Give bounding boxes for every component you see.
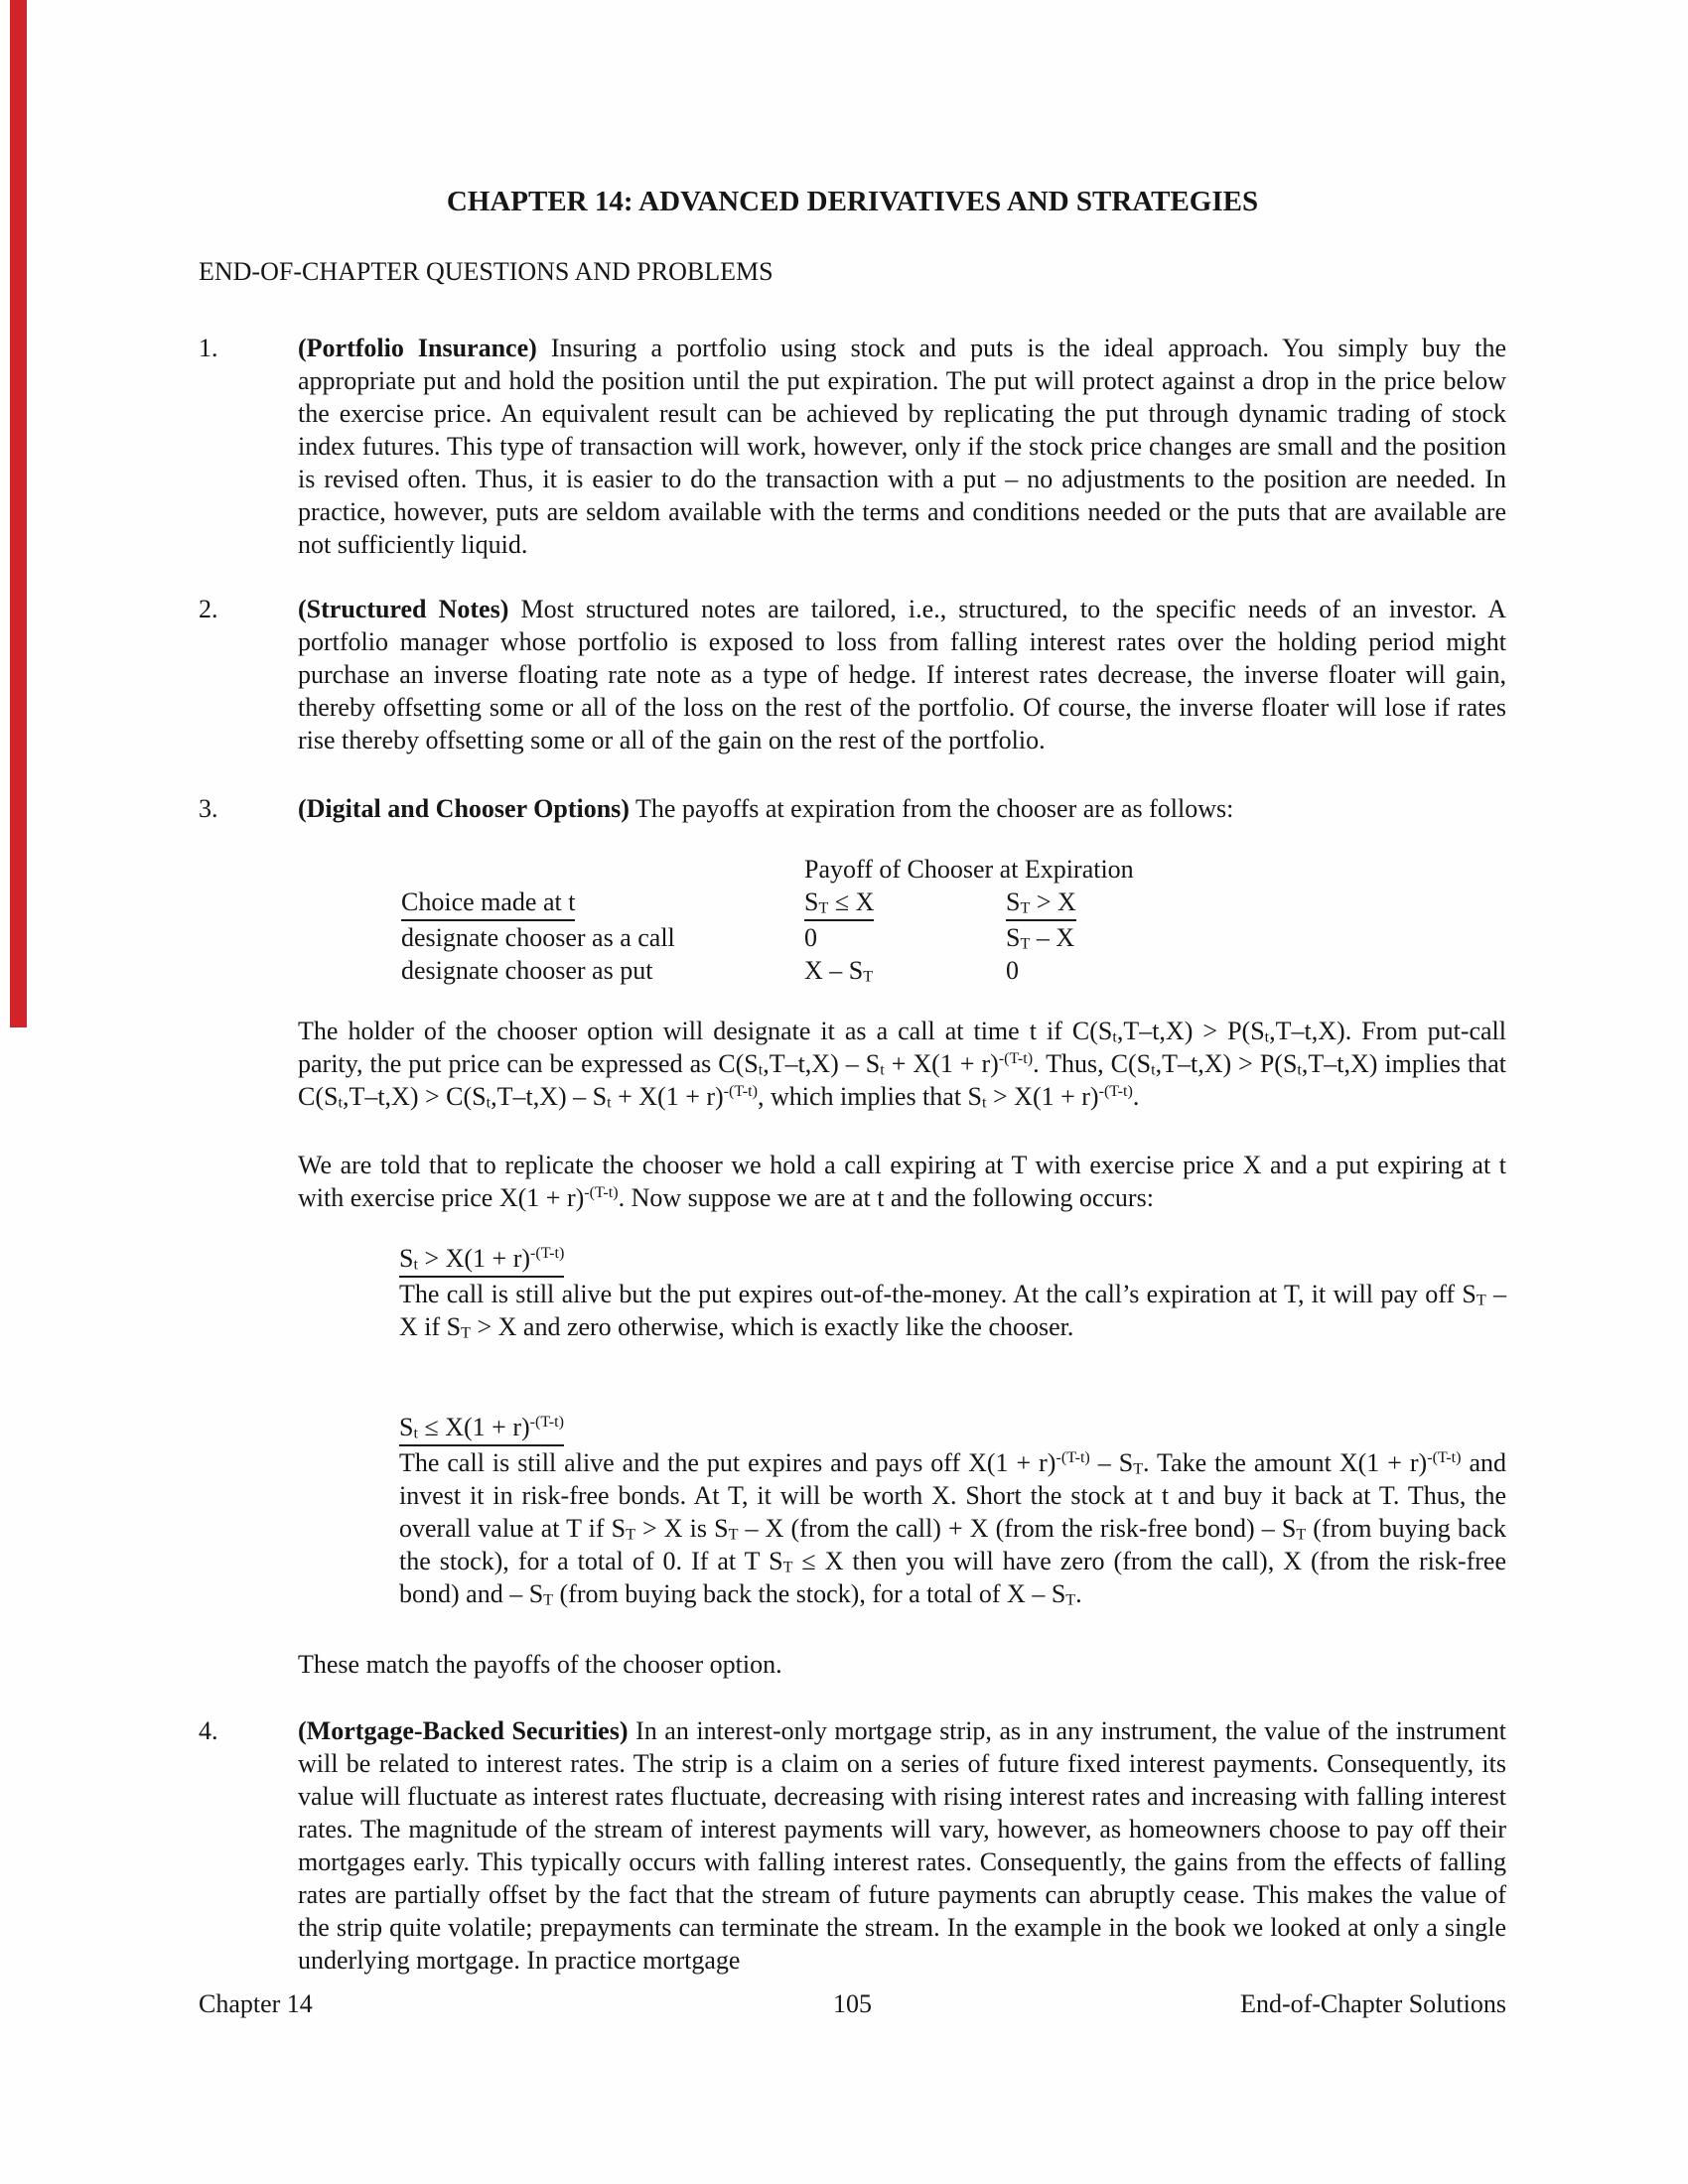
case-section-st-gt: [399, 1242, 1506, 1343]
case-heading: $S_t > X(1 + r)^{-(T-t)}$: [399, 1242, 1506, 1278]
case-body: The call is still alive and the put expires and pays off $X(1 + r)^{-(T-t)} - S_T$. Take the amount $X(1 + r)^{-(T-t)}$ and invest it in risk-free bonds. At T, it will be worth X. Short the stock at t and buy it back at T. Thus, the overall value at T if $S_T > X$ is $S_T$ – X (from the call) + X (from the risk-free bond) – $S_T$ (from buying back the stock), for a total of 0. If at T $S_T \le X$ then you will have zero (from the call), X (from the risk-free bond) and – $S_T$ (from buying back the stock), for a total of X – $S_T$.: [399, 1448, 1507, 1609]
column-header-choice: Choice made at t: [401, 886, 804, 921]
table-row: [401, 921, 1506, 954]
table-row: [401, 954, 1506, 987]
case-section-st-le: [399, 1411, 1506, 1610]
item-lead-paragraph: (Digital and Chooser Options) The payoffs at expiration from the chooser are as follows:: [298, 794, 1234, 823]
chooser-payoff-table: [401, 853, 1506, 987]
item-text: (Portfolio Insurance) Insuring a portfolio using stock and puts is the ideal approach. You simply buy the appropriate put and hold the position until the put expiration. The put will protect against a drop in the price below the exercise price. An equivalent result can be achieved by replicating the put through dynamic trading of stock index futures. This type of transaction will work, however, only if the stock price changes are small and the position is revised often. Thus, it is easier to do the transaction with a put – no adjustments to the position are needed. In practice, however, puts are seldom available with the terms and conditions needed or the puts that are available are not sufficiently liquid.: [298, 334, 1506, 559]
cell-payoff-gt: $S_T$ – X: [1006, 923, 1075, 953]
page-title: CHAPTER 14: ADVANCED DERIVATIVES AND STRATEGIES: [446, 186, 1259, 217]
case-heading: $S_t \le X(1 + r)^{-(T-t)}$: [399, 1411, 1506, 1446]
item-number: 2.: [199, 595, 218, 623]
red-margin-stripe: [10, 0, 27, 1027]
question-item-1: [199, 332, 1506, 561]
case-body: The call is still alive but the put expires out-of-the-money. At the call’s expiration at T, it will pay off $S_T$ – X if $S_T > X$ and zero otherwise, which is exactly like the chooser.: [399, 1280, 1506, 1342]
column-header-st-gt-x: $S_T > X$: [1006, 886, 1506, 921]
replication-paragraph: We are told that to replicate the chooser we hold a call expiring at T with exercise price X and a put expiring at t with exercise price $X(1 + r)^{-(T-t)}$. Now suppose we are at t and the following occurs:: [298, 1151, 1506, 1212]
explanation-paragraph: The holder of the chooser option will designate it as a call at time t if $C(S_t,T-t,X) > P(S_t,T-t,X)$. From put-call parity, the put price can be expressed as $C(S_t,T-t,X) - S_t + X(1 + r)^{-(T-t)}$. Thus, $C(S_t,T-t,X) > P(S_t,T-t,X)$ implies that $C(S_t,T-t,X) > C(S_t,T-t,X) - S_t + X(1 + r)^{-(T-t)}$, which implies that $S_t > X(1 + r)^{-(T-t)}$.: [298, 1017, 1507, 1112]
table-header-row: [401, 886, 1506, 921]
item-text: (Structured Notes) Most structured notes are tailored, i.e., structured, to the specific needs of an investor. A portfolio manager whose portfolio is exposed to loss from falling interest rates over the holding period might purchase an inverse floating rate note as a type of hedge. If interest rates decrease, the inverse floater will gain, thereby offsetting some or all of the loss on the rest of the portfolio. Of course, the inverse floater will lose if rates rise thereby offsetting some or all of the gain on the rest of the portfolio.: [298, 595, 1506, 754]
cell-payoff-le: 0: [804, 923, 817, 952]
cell-payoff-le: X – $S_T$: [804, 956, 874, 986]
footer-chapter-label: Chapter 14: [199, 1989, 313, 2018]
page-footer: [199, 1987, 1506, 2020]
column-header-st-le-x: $S_T \le X$: [804, 886, 1006, 921]
question-item-4: [199, 1714, 1506, 1977]
cell-choice: designate chooser as a call: [401, 923, 675, 952]
item-text: [298, 792, 1506, 1681]
cell-payoff-gt: 0: [1006, 956, 1019, 985]
item-number: 4.: [199, 1716, 218, 1745]
question-item-2: [199, 593, 1506, 756]
item-number: 3.: [199, 794, 218, 823]
footer-page-number: 105: [832, 1989, 872, 2018]
item-number: 1.: [199, 334, 218, 362]
question-item-3: [199, 792, 1506, 1681]
closing-sentence: These match the payoffs of the chooser option.: [298, 1650, 782, 1679]
footer-solutions-label: End-of-Chapter Solutions: [1240, 1989, 1506, 2018]
item-text: (Mortgage-Backed Securities) In an interest-only mortgage strip, as in any instrument, the value of the instrument will be related to interest rates. The strip is a claim on a series of future fixed interest payments. Consequently, its value will fluctuate as interest rates fluctuate, decreasing with rising interest rates and increasing with falling interest rates. The magnitude of the stream of interest payments will vary, however, as homeowners choose to pay off their mortgages early. This typically occurs with falling interest rates. Consequently, the gains from the effects of falling rates are partially offset by the fact that the stream of future payments can abruptly cease. This makes the value of the strip quite volatile; prepayments can terminate the stream. In the example in the book we looked at only a single underlying mortgage. In practice mortgage: [298, 1716, 1506, 1975]
table-caption: Payoff of Chooser at Expiration: [804, 855, 1134, 884]
section-heading: END-OF-CHAPTER QUESTIONS AND PROBLEMS: [199, 257, 774, 286]
cell-choice: designate chooser as put: [401, 956, 653, 985]
